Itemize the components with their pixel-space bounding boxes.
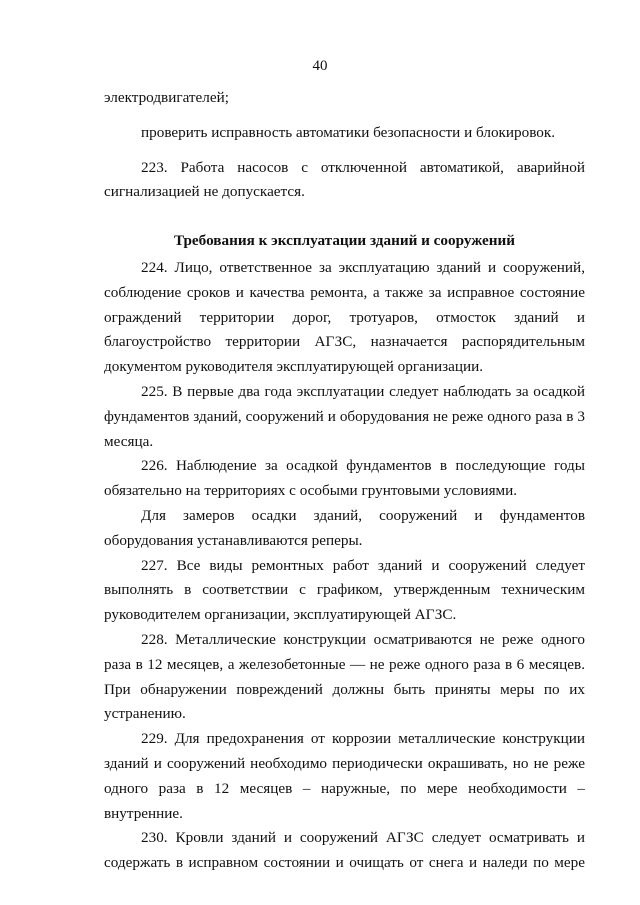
paragraph-continuation: электродвигателей;	[104, 89, 229, 106]
paragraph-225: 225. В первые два года эксплуатации следует наблюдать за осадкой фундаментов зданий, сооружений и оборудования не реже одного раза в 3 месяца.	[104, 382, 585, 450]
paragraph-226: 226. Наблюдение за осадкой фундаментов в последующие годы обязательно на территориях с особыми грунтовыми условиями.	[104, 457, 585, 500]
section-title: Требования к эксплуатации зданий и сооружений	[173, 232, 516, 250]
page-number: 40	[312, 58, 328, 74]
paragraph-226-benchmarks: Для замеров осадки зданий, сооружений и фундаментов оборудования устанавливаются реперы.	[104, 506, 585, 549]
paragraph-223: 223. Работа насосов с отключенной автоматикой, аварийной сигнализацией не допускается.	[104, 158, 585, 201]
document-body	[104, 86, 585, 876]
paragraph-check-automation: проверить исправность автоматики безопасности и блокировок.	[141, 123, 556, 141]
paragraph-228: 228. Металлические конструкции осматриваются не реже одного раза в 12 месяцев, а железобетонные — не реже одного раза в 6 месяцев. При обнаружении повреждений должны быть приняты меры по их устранению.	[104, 630, 585, 723]
paragraph-224: 224. Лицо, ответственное за эксплуатацию зданий и сооружений, соблюдение сроков и качества ремонта, а также за исправное состояние ограждений территории дорог, тротуаров, отмосток зданий и благоустройство территории АГЗС, назначается распорядительным документом руководителя эксплуатирующей организации.	[104, 258, 585, 376]
paragraph-229: 229. Для предохранения от коррозии металлические конструкции зданий и сооружений необходимо периодически окрашивать, но не реже одного раза в 12 месяцев – наружные, по мере необходимости – внутренние.	[104, 730, 585, 822]
paragraph-230: 230. Кровли зданий и сооружений АГЗС следует осматривать и содержать в исправном состоянии и очищать от снега и наледи по мере	[104, 829, 585, 872]
paragraph-227: 227. Все виды ремонтных работ зданий и сооружений следует выполнять в соответствии с графиком, утвержденным техническим руководителем организации, эксплуатирующей АГЗС.	[104, 556, 585, 624]
